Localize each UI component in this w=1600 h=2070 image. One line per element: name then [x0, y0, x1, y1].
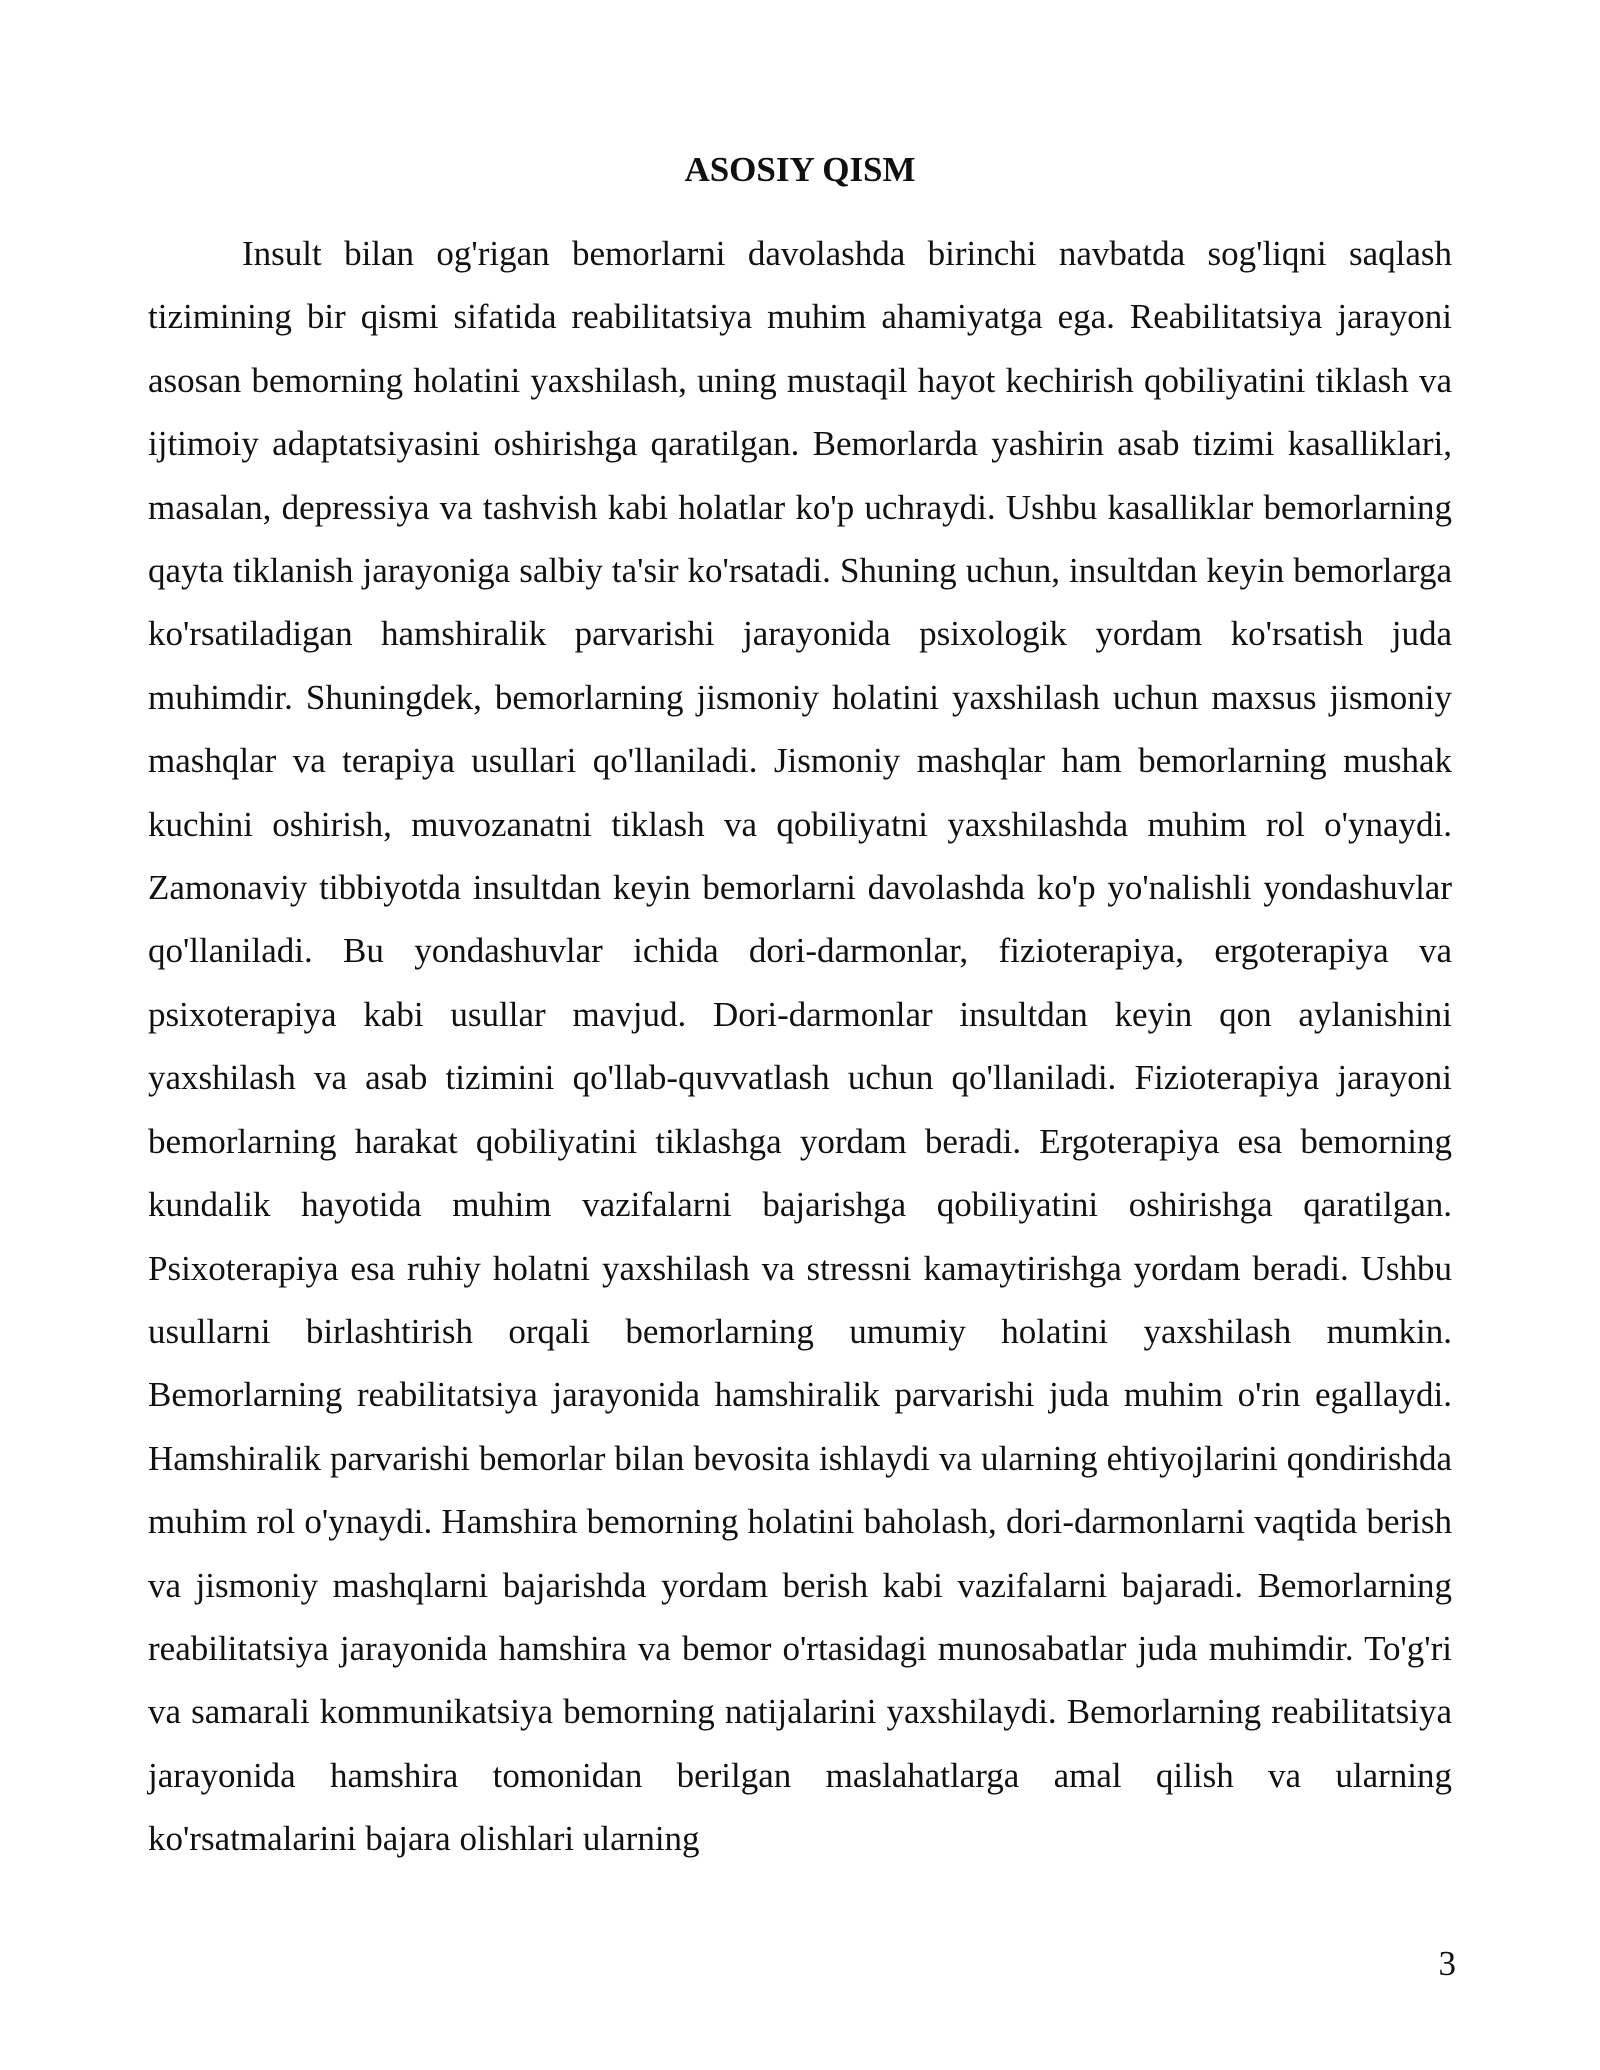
page-number: 3	[1438, 1944, 1456, 1983]
body-paragraph: Insult bilan og'rigan bemorlarni davolashda birinchi navbatda sog'liqni saqlash tizimining bir qismi sifatida reabilitatsiya muhim ahamiyatga ega. Reabilitatsiya jarayoni asosan bemorning holatini yaxshilash, uning mustaqil hayot kechirish qobiliyatini tiklash va ijtimoiy adaptatsiyasini oshirishga qaratilgan. Bemorlarda yashirin asab tizimi kasalliklari, masalan, depressiya va tashvish kabi holatlar ko'p uchraydi. Ushbu kasalliklar bemorlarning qayta tiklanish jarayoniga salbiy ta'sir ko'rsatadi. Shuning uchun, insultdan keyin bemorlarga ko'rsatiladigan hamshiralik parvarishi jarayonida psixologik yordam ko'rsatish juda muhimdir. Shuningdek, bemorlarning jismoniy holatini yaxshilash uchun maxsus jismoniy mashqlar va terapiya usullari qo'llaniladi. Jismoniy mashqlar ham bemorlarning mushak kuchini oshirish, muvozanatni tiklash va qobiliyatni yaxshilashda muhim rol o'ynaydi. Zamonaviy tibbiyotda insultdan keyin bemorlarni davolashda ko'p yo'nalishli yondashuvlar qo'llaniladi. Bu yondashuvlar ichida dori-darmonlar, fizioterapiya, ergoterapiya va psixoterapiya kabi usullar mavjud. Dori-darmonlar insultdan keyin qon aylanishini yaxshilash va asab tizimini qo'llab-quvvatlash uchun qo'llaniladi. Fizioterapiya jarayoni bemorlarning harakat qobiliyatini tiklashga yordam beradi. Ergoterapiya esa bemorning kundalik hayotida muhim vazifalarni bajarishga qobiliyatini oshirishga qaratilgan. Psixoterapiya esa ruhiy holatni yaxshilash va stressni kamaytirishga yordam beradi. Ushbu usullarni birlashtirish orqali bemorlarning umumiy holatini yaxshilash mumkin. Bemorlarning reabilitatsiya jarayonida hamshiralik parvarishi juda muhim o'rin egallaydi. Hamshiralik parvarishi bemorlar bilan bevosita ishlaydi va ularning ehtiyojlarini qondirishda muhim rol o'ynaydi. Hamshira bemorning holatini baholash, dori-darmonlarni vaqtida berish va jismoniy mashqlarni bajarishda yordam berish kabi vazifalarni bajaradi. Bemorlarning reabilitatsiya jarayonida hamshira va bemor o'rtasidagi munosabatlar juda muhimdir. To'g'ri va samarali kommunikatsiya bemorning natijalarini yaxshilaydi. Bemorlarning reabilitatsiya jarayonida hamshira tomonidan berilgan maslahatlarga amal qilish va ularning ko'rsatmalarini bajara olishlari ularning	[148, 234, 1452, 1859]
section-heading: ASOSIY QISM	[684, 150, 916, 189]
